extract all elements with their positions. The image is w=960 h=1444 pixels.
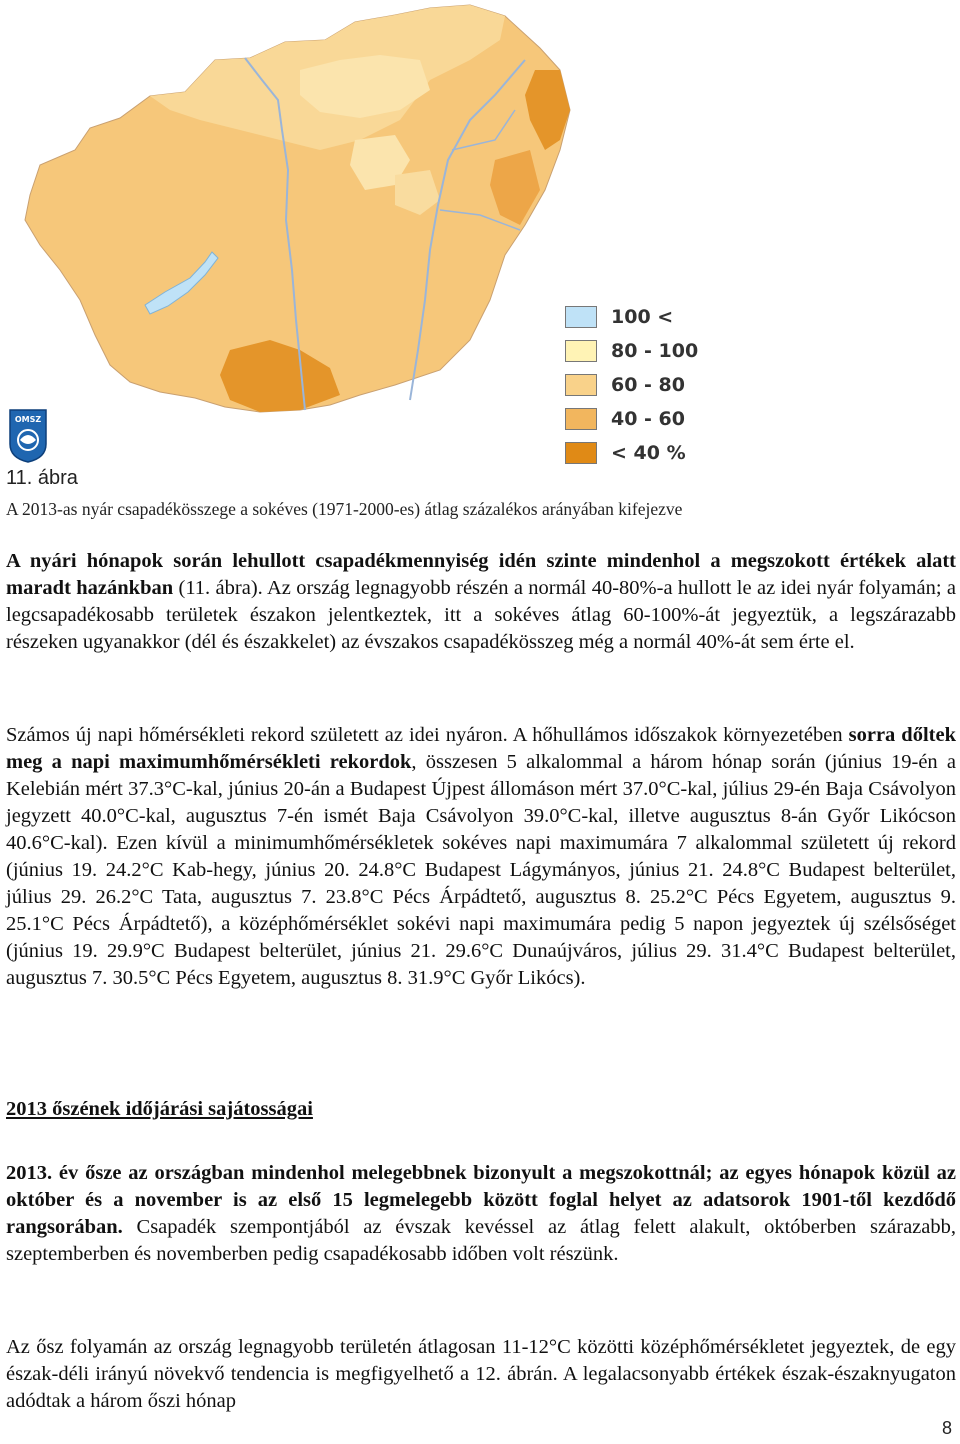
legend-swatch: [565, 408, 597, 430]
section-heading: 2013 őszének időjárási sajátosságai: [6, 1098, 313, 1120]
legend-swatch: [565, 374, 597, 396]
map-legend: [565, 300, 705, 470]
legend-label: < 40 %: [611, 442, 686, 464]
page-number: 8: [941, 1418, 952, 1438]
legend-item: [565, 436, 705, 470]
legend-item: [565, 300, 705, 334]
figure-caption: A 2013-as nyár csapadékösszege a sokéves (1971-2000-es) átlag százalékos arányában kifejezve: [6, 499, 683, 519]
paragraph-text: Csapadék szempontjából az évszak kevéssel az átlag felett alakult, októberben szárazabb, szeptemberben és novemberben pedig csapadékosabb időben volt részünk.: [6, 1216, 956, 1265]
paragraph-text: Számos új napi hőmérsékleti rekord született az idei nyáron. A hőhullámos időszakok környezetében: [6, 724, 849, 746]
paragraph-autumn-temperature: Az ősz folyamán az ország legnagyobb területén átlagosan 11-12°C közötti középhőmérsékletet jegyeztek, de egy észak-déli irányú növekvő tendencia is megfigyelhető a 12. ábrán. A legalacsonyabb értékek észak-északnyugaton adódtak a három őszi hónap: [6, 1336, 956, 1412]
legend-swatch: [565, 340, 597, 362]
paragraph-text: (11. ábra). Az ország legnagyobb részén a normál 40-80%-a hullott le az idei nyár folyamán; a legcsapadékosabb területek északon jelentkeztek, itt a sokéves átlag 60-100%-át jegyeztük, a legszárazabb részeken ugyanakkor (dél és északkelet) az évszakos csapadékösszeg még a normál 40%-át sem érte el.: [6, 577, 956, 653]
legend-item: [565, 402, 705, 436]
legend-label: 60 - 80: [611, 374, 685, 396]
legend-swatch: [565, 306, 597, 328]
legend-label: 100 <: [611, 306, 674, 328]
paragraph-temperature-records: [6, 722, 956, 992]
figure-number: 11. ábra: [6, 467, 78, 489]
paragraph-summer-precipitation: [6, 548, 956, 656]
legend-label: 40 - 60: [611, 408, 685, 430]
legend-item: [565, 334, 705, 368]
bold-lead: 2013. év ősze az országban mindenhol melegebbnek bizonyult a megszokottnál; az egyes hónapok közül az október és a november is az első 15 legmelegebb között foglal helyet az adatsorok 1901-től kezdődő rangsorában.: [6, 1162, 956, 1238]
bold-lead: A nyári hónapok során lehullott csapadékmennyiség idén szinte mindenhol a megszokott értékek alatt maradt hazánkban: [6, 550, 956, 599]
omsz-logo: [8, 408, 48, 464]
legend-item: [565, 368, 705, 402]
logo-text: OMSZ: [14, 415, 42, 424]
paragraph-text: , összesen 5 alkalommal a három hónap során (június 19-én a Kelebián mért 37.3°C-kal, június 20-án a Budapest Újpest állomáson mért 37.0°C-kal, július 29-én Baja Csávolyon jegyzett 40.0°C-kal, augusztus 7-én ismét Baja Csávolyon 39.0°C-kal, illetve augusztus 8-án Győr Likócson 40.6°C-kal). Ezen kívül a minimumhőmérsékletek sokéves napi maximumára 7 alkalommal született új rekord (június 19. 24.2°C Kab-hegy, június 20. 24.8°C Budapest Lágymányos, június 21. 24.8°C Budapest belterület, július 29. 26.2°C Tata, augusztus 7. 23.8°C Pécs Árpádtető, augusztus 8. 25.2°C Pécs Egyetem, augusztus 9. 25.1°C Pécs Árpádtető), a középhőmérséklet sokévi napi maximumára pedig 5 napon jegyeztek új szélsőséget (június 19. 29.9°C Budapest belterület, június 21. 29.6°C Dunaújváros, július 29. 31.4°C Budapest belterület, augusztus 7. 30.5°C Pécs Egyetem, augusztus 8. 31.9°C Győr Likócs).: [6, 751, 956, 989]
legend-label: 80 - 100: [611, 340, 699, 362]
legend-swatch: [565, 442, 597, 464]
paragraph-autumn-summary: [6, 1160, 956, 1268]
bold-phrase: sorra dőltek meg a napi maximumhőmérsékleti rekordok: [6, 724, 956, 773]
